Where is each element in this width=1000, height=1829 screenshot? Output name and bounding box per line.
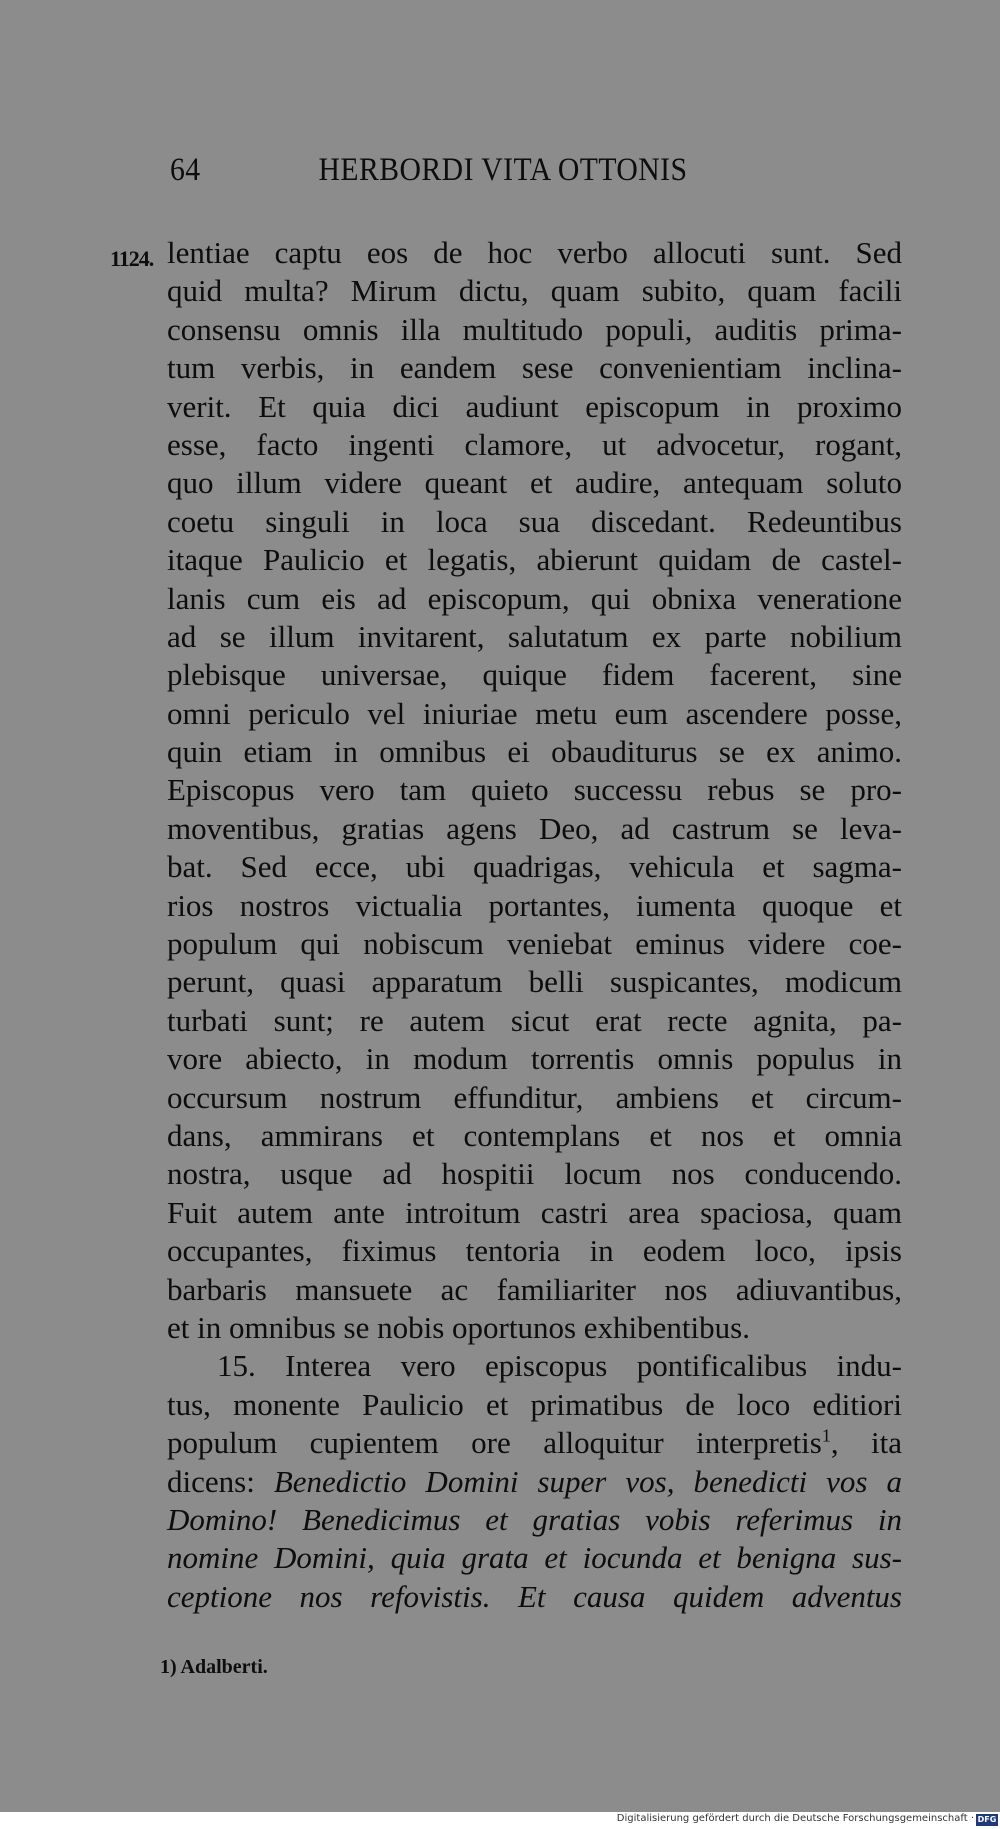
text-line: ad se illum invitarent, salutatum ex parte nobilium <box>167 618 902 654</box>
text-line: quin etiam in omnibus ei obauditurus se ex animo. <box>167 734 902 770</box>
italic-line: nomine Domini, quia grata et iocunda et benigna sus- <box>167 1540 902 1576</box>
text-line: verit. Et quia dici audiunt episcopum in proximo <box>167 388 902 424</box>
text-segment: , ita <box>830 1425 902 1461</box>
text-line: vore abiecto, in modum torrentis omnis populus in <box>167 1041 902 1077</box>
text-line: populum qui nobiscum veniebat eminus videre coe- <box>167 926 902 962</box>
text-line: tus, monente Paulicio et primatibus de loco editiori <box>167 1386 902 1422</box>
text-line: plebisque universae, quique fidem facerent, sine <box>167 657 902 693</box>
text-line: turbati sunt; re autem sicut erat recte agnita, pa- <box>167 1002 902 1038</box>
text-line: et in omnibus se nobis oportunos exhibentibus. <box>167 1309 750 1345</box>
text-line: coetu singuli in loca sua discedant. Redeuntibus <box>167 503 902 539</box>
text-line: Episcopus vero tam quieto successu rebus se pro- <box>167 772 902 808</box>
text-line: quid multa? Mirum dictu, quam subito, quam facili <box>167 273 902 309</box>
text-line: itaque Paulicio et legatis, abierunt quidam de castel- <box>167 542 902 578</box>
text-line-with-note <box>167 1424 902 1462</box>
digitization-footer <box>0 1812 1000 1829</box>
text-line: dans, ammirans et contemplans et nos et omnia <box>167 1117 902 1153</box>
text-line: quo illum videre queant et audire, antequam soluto <box>167 465 902 501</box>
page-number: 64 <box>170 152 201 188</box>
margin-year: 1124. <box>110 246 154 271</box>
text-line: nostra, usque ad hospitii locum nos conducendo. <box>167 1156 902 1192</box>
paragraph-15-start: 15. Interea vero episcopus pontificalibus indu- <box>217 1348 902 1384</box>
text-line: lentiae captu eos de hoc verbo allocuti sunt. Sed <box>167 235 902 270</box>
text-line: occupantes, fiximus tentoria in eodem loco, ipsis <box>167 1233 902 1269</box>
text-line: perunt, quasi apparatum belli suspicantes, modicum <box>167 964 902 1000</box>
text-line: rios nostros victualia portantes, iumenta quoque et <box>167 887 902 923</box>
text-line-mixed <box>167 1463 902 1501</box>
text-segment: dicens: <box>167 1463 274 1499</box>
text-line: Fuit autem ante introitum castri area spaciosa, quam <box>167 1194 902 1230</box>
running-title: HERBORDI VITA OTTONIS <box>318 152 688 188</box>
text-line: moventibus, gratias agens Deo, ad castrum se leva- <box>167 810 902 846</box>
italic-line: ceptione nos refovistis. Et causa quidem adventus <box>167 1578 902 1614</box>
text-line: bat. Sed ecce, ubi quadrigas, vehicula et sagma- <box>167 849 902 885</box>
text-segment: populum cupientem ore alloquitur interpretis <box>167 1425 822 1461</box>
text-line: esse, facto ingenti clamore, ut advocetur, rogant, <box>167 426 902 462</box>
italic-line: Domino! Benedicimus et gratias vobis referimus in <box>167 1501 902 1537</box>
text-line: barbaris mansuete ac familiariter nos adiuvantibus, <box>167 1271 902 1307</box>
text-line: tum verbis, in eandem sese convenientiam inclina- <box>167 350 902 386</box>
dfg-logo[interactable]: DFG <box>977 1815 997 1824</box>
text-line: lanis cum eis ad episcopum, qui obnixa veneratione <box>167 580 902 616</box>
italic-quote: Benedictio Domini super vos, benedicti vos a <box>273 1463 902 1499</box>
funding-credit: Digitalisierung gefördert durch die Deutsche Forschungsgemeinschaft · <box>616 1813 974 1824</box>
text-line: occursum nostrum effunditur, ambiens et circum- <box>167 1079 902 1115</box>
footnote-marker: 1 <box>821 1425 831 1446</box>
footnote: 1) Adalberti. <box>160 1656 268 1678</box>
text-line: omni periculo vel iniuriae metu eum ascendere posse, <box>167 695 902 731</box>
page-header <box>170 152 710 192</box>
main-text <box>167 234 902 1616</box>
text-line: consensu omnis illa multitudo populi, auditis prima- <box>167 311 902 347</box>
